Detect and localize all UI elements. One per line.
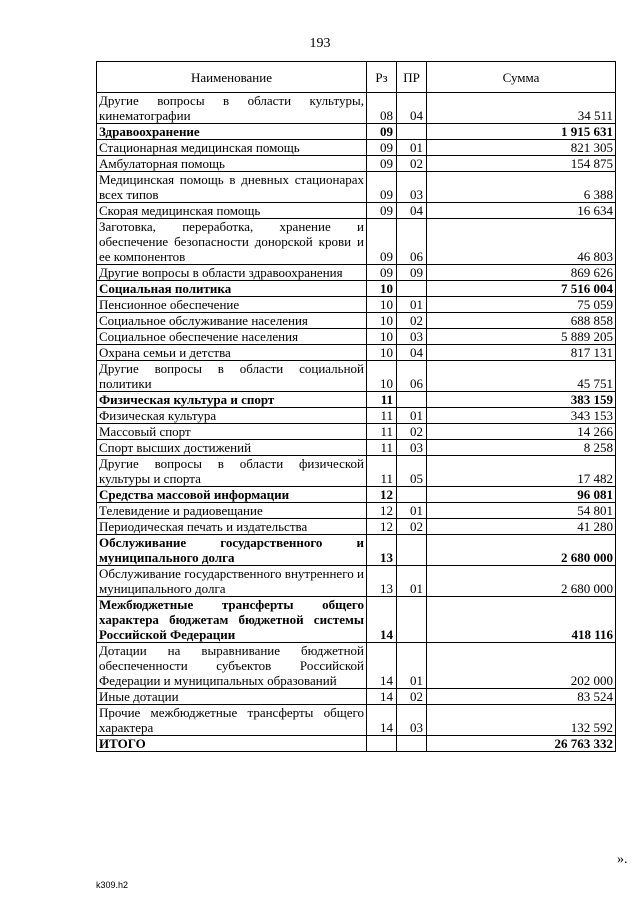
- cell-pr: 03: [397, 440, 427, 456]
- cell-rz: 11: [367, 424, 397, 440]
- cell-sum: 821 305: [427, 140, 616, 156]
- cell-name: Амбулаторная помощь: [97, 156, 367, 172]
- cell-name: Иные дотации: [97, 689, 367, 705]
- cell-rz: 08: [367, 93, 397, 124]
- table-row: [97, 297, 616, 313]
- cell-name: Физическая культура: [97, 408, 367, 424]
- cell-rz: 09: [367, 265, 397, 281]
- table-row: [97, 689, 616, 705]
- cell-sum: 46 803: [427, 219, 616, 265]
- cell-pr: 05: [397, 456, 427, 487]
- cell-pr: 06: [397, 361, 427, 392]
- cell-sum: 343 153: [427, 408, 616, 424]
- table-row-section: [97, 597, 616, 643]
- cell-name: ИТОГО: [97, 736, 367, 752]
- cell-rz: 09: [367, 124, 397, 140]
- cell-rz: 10: [367, 313, 397, 329]
- closing-quote: ».: [617, 852, 628, 867]
- cell-pr: 01: [397, 297, 427, 313]
- cell-sum: 2 680 000: [427, 535, 616, 566]
- cell-rz: 13: [367, 566, 397, 597]
- table-row: [97, 313, 616, 329]
- cell-rz: 14: [367, 643, 397, 689]
- cell-rz: 10: [367, 281, 397, 297]
- cell-rz: 09: [367, 219, 397, 265]
- cell-name: Другие вопросы в области физической культуры и спорта: [97, 456, 367, 487]
- table-row: [97, 203, 616, 219]
- cell-name: Охрана семьи и детства: [97, 345, 367, 361]
- cell-sum: 41 280: [427, 519, 616, 535]
- cell-name: Скорая медицинская помощь: [97, 203, 367, 219]
- footer-code: k309.h2: [96, 880, 129, 890]
- cell-rz: 10: [367, 329, 397, 345]
- cell-rz: 11: [367, 392, 397, 408]
- cell-name: Дотации на выравнивание бюджетной обеспеченности субъектов Российской Федерации и муниципальных образований: [97, 643, 367, 689]
- cell-rz: 09: [367, 172, 397, 203]
- cell-name: Социальное обеспечение населения: [97, 329, 367, 345]
- cell-sum: 5 889 205: [427, 329, 616, 345]
- cell-name: Спорт высших достижений: [97, 440, 367, 456]
- table-row-section: [97, 736, 616, 752]
- cell-name: Массовый спорт: [97, 424, 367, 440]
- cell-name: Социальное обслуживание населения: [97, 313, 367, 329]
- table-row: [97, 265, 616, 281]
- cell-rz: 11: [367, 440, 397, 456]
- cell-rz: 14: [367, 689, 397, 705]
- cell-name: Прочие межбюджетные трансферты общего характера: [97, 705, 367, 736]
- cell-name: Средства массовой информации: [97, 487, 367, 503]
- header-pr: ПР: [397, 62, 427, 93]
- cell-rz: 10: [367, 345, 397, 361]
- cell-rz: 12: [367, 487, 397, 503]
- table-row: [97, 156, 616, 172]
- cell-pr: 06: [397, 219, 427, 265]
- cell-name: Заготовка, переработка, хранение и обеспечение безопасности донорской крови и ее компонентов: [97, 219, 367, 265]
- cell-name: Пенсионное обеспечение: [97, 297, 367, 313]
- cell-sum: 54 801: [427, 503, 616, 519]
- table-body: [97, 93, 616, 752]
- cell-sum: 14 266: [427, 424, 616, 440]
- cell-name: Периодическая печать и издательства: [97, 519, 367, 535]
- cell-pr: [397, 535, 427, 566]
- cell-sum: 817 131: [427, 345, 616, 361]
- cell-sum: 16 634: [427, 203, 616, 219]
- cell-pr: 01: [397, 503, 427, 519]
- cell-name: Физическая культура и спорт: [97, 392, 367, 408]
- cell-name: Другие вопросы в области социальной политики: [97, 361, 367, 392]
- cell-rz: 12: [367, 503, 397, 519]
- table-row: [97, 93, 616, 124]
- table-row: [97, 643, 616, 689]
- header-rz: Рз: [367, 62, 397, 93]
- cell-rz: 10: [367, 297, 397, 313]
- cell-sum: 96 081: [427, 487, 616, 503]
- cell-name: Здравоохранение: [97, 124, 367, 140]
- cell-sum: 34 511: [427, 93, 616, 124]
- cell-rz: 14: [367, 705, 397, 736]
- table-row: [97, 424, 616, 440]
- cell-pr: 02: [397, 519, 427, 535]
- cell-name: Телевидение и радиовещание: [97, 503, 367, 519]
- budget-table: [96, 61, 616, 752]
- cell-pr: [397, 736, 427, 752]
- cell-rz: 13: [367, 535, 397, 566]
- cell-pr: [397, 597, 427, 643]
- table-row-section: [97, 487, 616, 503]
- table-row: [97, 329, 616, 345]
- cell-rz: 09: [367, 203, 397, 219]
- header-row: [97, 62, 616, 93]
- cell-sum: 132 592: [427, 705, 616, 736]
- cell-name: Социальная политика: [97, 281, 367, 297]
- cell-sum: 688 858: [427, 313, 616, 329]
- cell-pr: 01: [397, 408, 427, 424]
- cell-name: Другие вопросы в области здравоохранения: [97, 265, 367, 281]
- cell-sum: 418 116: [427, 597, 616, 643]
- cell-rz: 09: [367, 156, 397, 172]
- cell-rz: 11: [367, 456, 397, 487]
- cell-pr: 02: [397, 156, 427, 172]
- cell-rz: 14: [367, 597, 397, 643]
- cell-sum: 45 751: [427, 361, 616, 392]
- cell-sum: 2 680 000: [427, 566, 616, 597]
- cell-pr: [397, 124, 427, 140]
- page-number: 193: [309, 36, 331, 51]
- cell-pr: [397, 281, 427, 297]
- table-row: [97, 408, 616, 424]
- cell-pr: 01: [397, 643, 427, 689]
- table-row: [97, 140, 616, 156]
- cell-sum: 1 915 631: [427, 124, 616, 140]
- cell-pr: 03: [397, 172, 427, 203]
- table-row: [97, 566, 616, 597]
- cell-sum: 383 159: [427, 392, 616, 408]
- cell-rz: 10: [367, 361, 397, 392]
- table-row-section: [97, 392, 616, 408]
- cell-rz: 11: [367, 408, 397, 424]
- cell-sum: 83 524: [427, 689, 616, 705]
- cell-pr: 02: [397, 313, 427, 329]
- cell-pr: 02: [397, 689, 427, 705]
- table-row-section: [97, 124, 616, 140]
- cell-pr: 04: [397, 203, 427, 219]
- table-row: [97, 361, 616, 392]
- cell-pr: [397, 487, 427, 503]
- table-row: [97, 503, 616, 519]
- cell-name: Другие вопросы в области культуры, кинематографии: [97, 93, 367, 124]
- cell-sum: 17 482: [427, 456, 616, 487]
- table-row-section: [97, 281, 616, 297]
- cell-sum: 869 626: [427, 265, 616, 281]
- cell-sum: 7 516 004: [427, 281, 616, 297]
- cell-pr: 03: [397, 705, 427, 736]
- cell-pr: 03: [397, 329, 427, 345]
- cell-sum: 26 763 332: [427, 736, 616, 752]
- cell-name: Обслуживание государственного и муниципального долга: [97, 535, 367, 566]
- table-row-section: [97, 535, 616, 566]
- table-row: [97, 519, 616, 535]
- table-row: [97, 705, 616, 736]
- cell-name: Медицинская помощь в дневных стационарах всех типов: [97, 172, 367, 203]
- table-row: [97, 172, 616, 203]
- table-row: [97, 219, 616, 265]
- header-name: Наименование: [97, 62, 367, 93]
- cell-pr: 02: [397, 424, 427, 440]
- cell-name: Стационарная медицинская помощь: [97, 140, 367, 156]
- cell-sum: 8 258: [427, 440, 616, 456]
- cell-pr: 09: [397, 265, 427, 281]
- table-row: [97, 345, 616, 361]
- cell-pr: 01: [397, 140, 427, 156]
- table-row: [97, 456, 616, 487]
- cell-pr: 01: [397, 566, 427, 597]
- cell-rz: 12: [367, 519, 397, 535]
- table-row: [97, 440, 616, 456]
- cell-name: Обслуживание государственного внутреннего и муниципального долга: [97, 566, 367, 597]
- cell-pr: 04: [397, 93, 427, 124]
- cell-name: Межбюджетные трансферты общего характера бюджетам бюджетной системы Российской Федерации: [97, 597, 367, 643]
- cell-sum: 202 000: [427, 643, 616, 689]
- cell-pr: [397, 392, 427, 408]
- cell-sum: 6 388: [427, 172, 616, 203]
- cell-pr: 04: [397, 345, 427, 361]
- header-sum: Сумма: [427, 62, 616, 93]
- cell-rz: 09: [367, 140, 397, 156]
- cell-sum: 75 059: [427, 297, 616, 313]
- cell-sum: 154 875: [427, 156, 616, 172]
- cell-rz: [367, 736, 397, 752]
